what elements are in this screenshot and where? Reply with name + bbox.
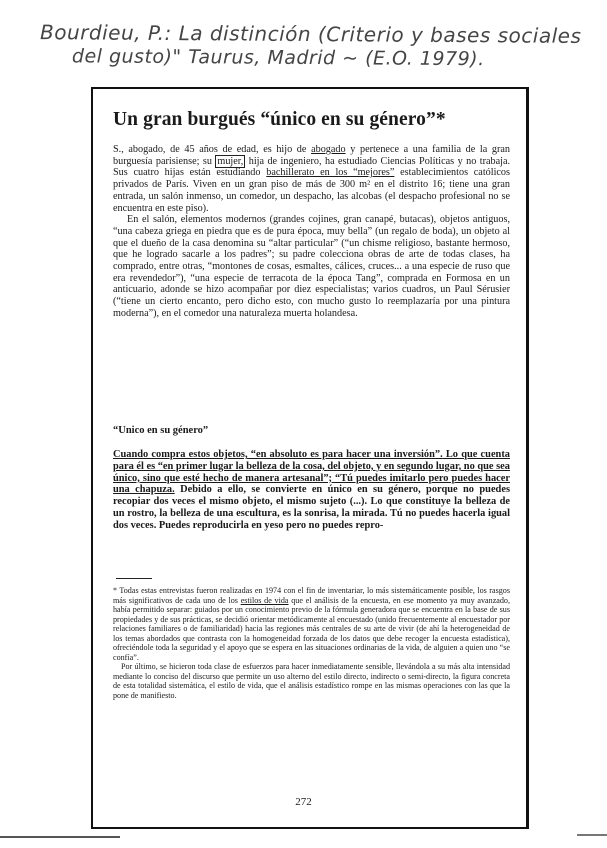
scan-edge-mark-left — [0, 836, 120, 838]
quote-rest: Debido a ello, se convierte en único en su género, porque no puedes recopiar dos veces el mismo objeto, el mismo sujeto (...). Lo que constituye la belleza de un rostro, la belleza de una escultura, es la sonrisa, la mirada. Tú no puedes hacerla igual dos veces. Puedes reproducirla en yeso pero no puedes repro- — [113, 484, 510, 531]
page-number: 272 — [295, 796, 312, 808]
footnote-p1-estilos: estilos de vida — [240, 595, 289, 605]
quote-underlined-1: Cuando compra estos objetos, “en absoluto es para hacer una inversión”. — [113, 449, 443, 460]
scan-edge-mark-right — [577, 834, 607, 836]
footnote — [113, 586, 510, 701]
quote-block — [113, 449, 510, 532]
footnote-paragraph-2: Por último, se hicieron toda clase de esfuerzos para hacer inmediatamente sensible, llevándola a su más alta intensidad mediante lo conciso del discurso que permite un uso alterno del estilo directo, indirecto o semi-directo, la figura concreta de esta totalidad sistemática, el estilo de vida, que el análisis estadístico rompe en las mismas operaciones con las que la pone de manifiesto. — [113, 662, 510, 701]
footnote-paragraph-1 — [113, 586, 510, 662]
intro-p1-mujer: mujer, — [217, 155, 244, 167]
intro-p1-bachillerato: bachillerato en los “mejores” — [266, 167, 395, 179]
intro-paragraph-2: En el salón, elementos modernos (grandes cojines, gran canapé, butacas), objetos antiguos, “una cabeza griega en piedra que es de pura época, muy bella” (un regalo de boda), un objeto al que el dueño de la casa denomina su “altar particular” (“un chisme religioso, bastante hermoso, que he logrado sacarle a los padres”; su padre colecciona obras de arte de todas clases, ha comprado, entre otras, “montones de cosas, esmaltes, cálices, cruces... a una especie de ruso que era revendedor”), “una especie de terracota de la época Tang”, comprada en Formosa en un anticuario, adonde se hizo acompañar por diez especialistas; varios cuadros, un Paul Sérusier (“tiene un cierto encanto, pero dicho esto, con mucho gusto lo reemplazaría por una pintura moderna”), en el comedor una naturaleza muerta holandesa. — [113, 214, 510, 319]
intro-p1-abogado: abogado — [311, 144, 346, 155]
footnote-p1-pre: * Todas estas entrevistas fueron realizadas en 1974 con el fin de inventariar, lo más sistemáticamente posible, los rasgos más significativos de cada uno de los — [113, 586, 510, 605]
quote-underlined-2: Lo que cuenta para él es “en primer lugar la belleza de la cosa, del objeto, y en segundo lugar, no que sea único, sino que esté hecho de manera artesanal”; “Tú puedes imitarlo pero puedes hacer una chapuza. — [113, 449, 510, 496]
handwritten-line-2: del gusto)" Taurus, Madrid ~ (E.O. 1979). — [71, 45, 485, 71]
intro-paragraph-1 — [113, 144, 510, 214]
footnote-p1-post: que el análisis de la encuesta, en ese momento ya muy avanzado, había permitido separar: guiados por un conocimiento previo de la fórmula generadora que se encuentra en la base de sus propiedades y de sus prácticas, se decidió orientar metódicamente al encuestado (unido frecuentemente al encuestador por relaciones familiares o de familiaridad) hacia las regiones más centrales de su arte de vivir (de ahí la heterogeneidad de los temas abordados que contrasta con la homogeneidad forzada de los datos que debe recoger la encuesta estadística), ofreciéndole toda la seguridad y el apoyo que se espera en las situaciones ordinarias de la vida, de alguien a quien uno “se confía”. — [113, 595, 511, 662]
handwritten-line-1: Bourdieu, P.: La distinción (Criterio y bases sociales — [40, 20, 582, 48]
intro-p1-pre: S., abogado, de 45 años de edad, es hijo de — [113, 144, 312, 155]
page-title: Un gran burgués “único en su género”* — [113, 109, 446, 130]
footnote-rule — [116, 578, 152, 579]
intro-p1-post2: establecimientos católicos privados de París. Viven en un gran piso de más de 300 m² en el distrito 16; tiene una gran entrada, un salón inmenso, un comedor, un despacho, las alcobas (el despacho profesional no se encuentra en este piso). — [113, 167, 510, 214]
quote-paragraph — [113, 449, 510, 532]
intro-p1-post1: hija de ingeniero, ha estudiado Ciencias Políticas y no trabaja. Sus cuatro hijas están estudiando — [113, 155, 511, 179]
section-heading: “Unico en su género” — [113, 425, 209, 436]
handwritten-citation — [40, 20, 580, 72]
intro-text — [113, 144, 510, 320]
intro-p1-mid: y pertenece a una familia de la gran burguesía parisiense; su — [113, 144, 511, 167]
